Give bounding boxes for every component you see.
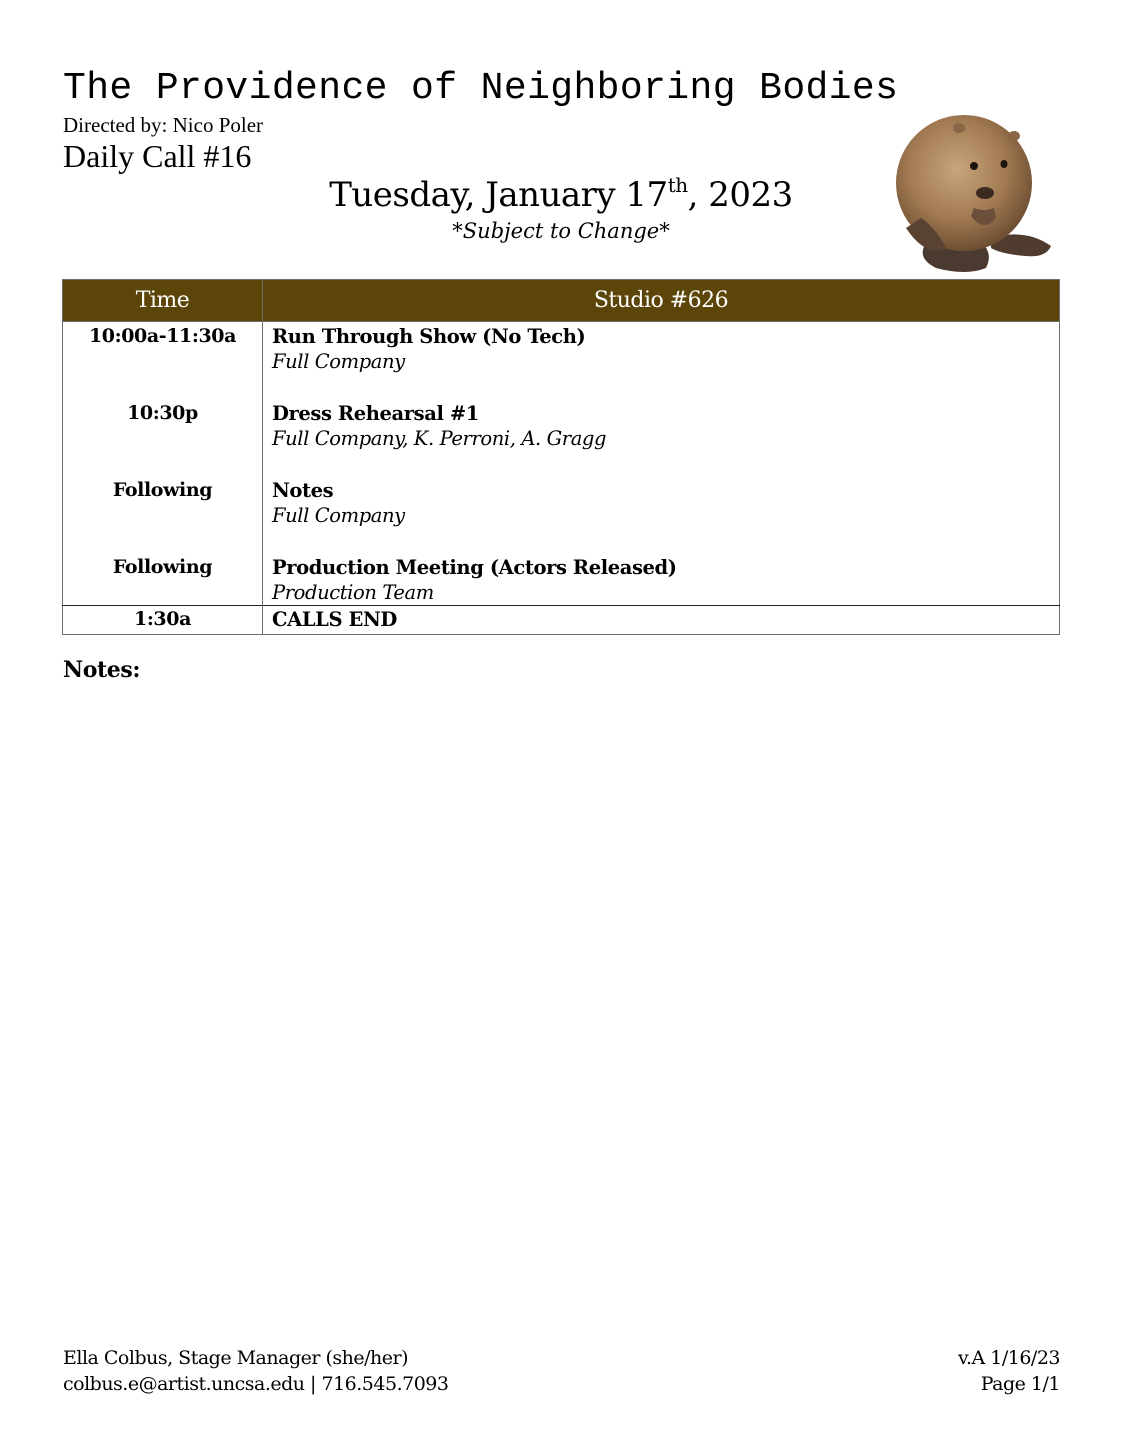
event-title: Run Through Show (No Tech) bbox=[272, 325, 586, 348]
daily-call-number: Daily Call #16 bbox=[63, 138, 252, 174]
stage-manager-name: Ella Colbus, Stage Manager (she/her) bbox=[63, 1347, 408, 1369]
row-time bbox=[63, 553, 263, 606]
schedule-row bbox=[63, 476, 1060, 553]
date-ordinal: th bbox=[667, 173, 688, 197]
subject-to-change-note: *Subject to Change* bbox=[452, 219, 670, 243]
row-event bbox=[263, 322, 1060, 400]
event-title: Production Meeting (Actors Released) bbox=[272, 556, 677, 579]
footer-version bbox=[958, 1345, 1060, 1397]
schedule-row bbox=[63, 399, 1060, 476]
date-main: Tuesday, January 17 bbox=[329, 175, 668, 215]
schedule-table bbox=[62, 279, 1060, 635]
column-header-location: Studio #626 bbox=[263, 280, 1060, 322]
row-event bbox=[263, 553, 1060, 606]
time-text: Following bbox=[112, 479, 213, 501]
event-attendees: Full Company, K. Perroni, A. Gragg bbox=[272, 427, 607, 450]
director-line: Directed by: Nico Poler bbox=[63, 113, 264, 137]
contact-info: colbus.e@artist.uncsa.edu | 716.545.7093 bbox=[63, 1373, 449, 1395]
time-text: Following bbox=[112, 556, 213, 578]
version-label: v.A 1/16/23 bbox=[957, 1347, 1060, 1369]
notes-heading: Notes: bbox=[63, 657, 141, 683]
schedule-row bbox=[63, 553, 1060, 606]
date-year: , 2023 bbox=[687, 175, 793, 215]
schedule-header-row bbox=[63, 280, 1060, 322]
page-number: Page 1/1 bbox=[980, 1373, 1060, 1395]
row-time bbox=[63, 322, 263, 400]
row-time bbox=[63, 476, 263, 553]
event-attendees: Production Team bbox=[272, 581, 434, 604]
event-title: Dress Rehearsal #1 bbox=[272, 402, 479, 425]
row-event bbox=[263, 399, 1060, 476]
calls-end-row bbox=[63, 606, 1060, 635]
schedule-row bbox=[63, 322, 1060, 400]
show-title: The Providence of Neighboring Bodies bbox=[63, 67, 899, 110]
time-text: 10:00a-11:30a bbox=[88, 325, 237, 347]
row-event bbox=[263, 476, 1060, 553]
end-event bbox=[263, 606, 1060, 635]
time-text: 1:30a bbox=[134, 608, 191, 630]
event-attendees: Full Company bbox=[272, 504, 405, 527]
beaver-image bbox=[876, 108, 1060, 274]
footer-contact bbox=[63, 1345, 448, 1397]
event-attendees: Full Company bbox=[272, 350, 405, 373]
column-header-time: Time bbox=[63, 280, 263, 322]
event-title: Notes bbox=[272, 479, 334, 502]
end-time bbox=[63, 606, 263, 635]
time-text: 10:30p bbox=[127, 402, 198, 424]
row-time bbox=[63, 399, 263, 476]
calls-end-label: CALLS END bbox=[272, 608, 397, 631]
